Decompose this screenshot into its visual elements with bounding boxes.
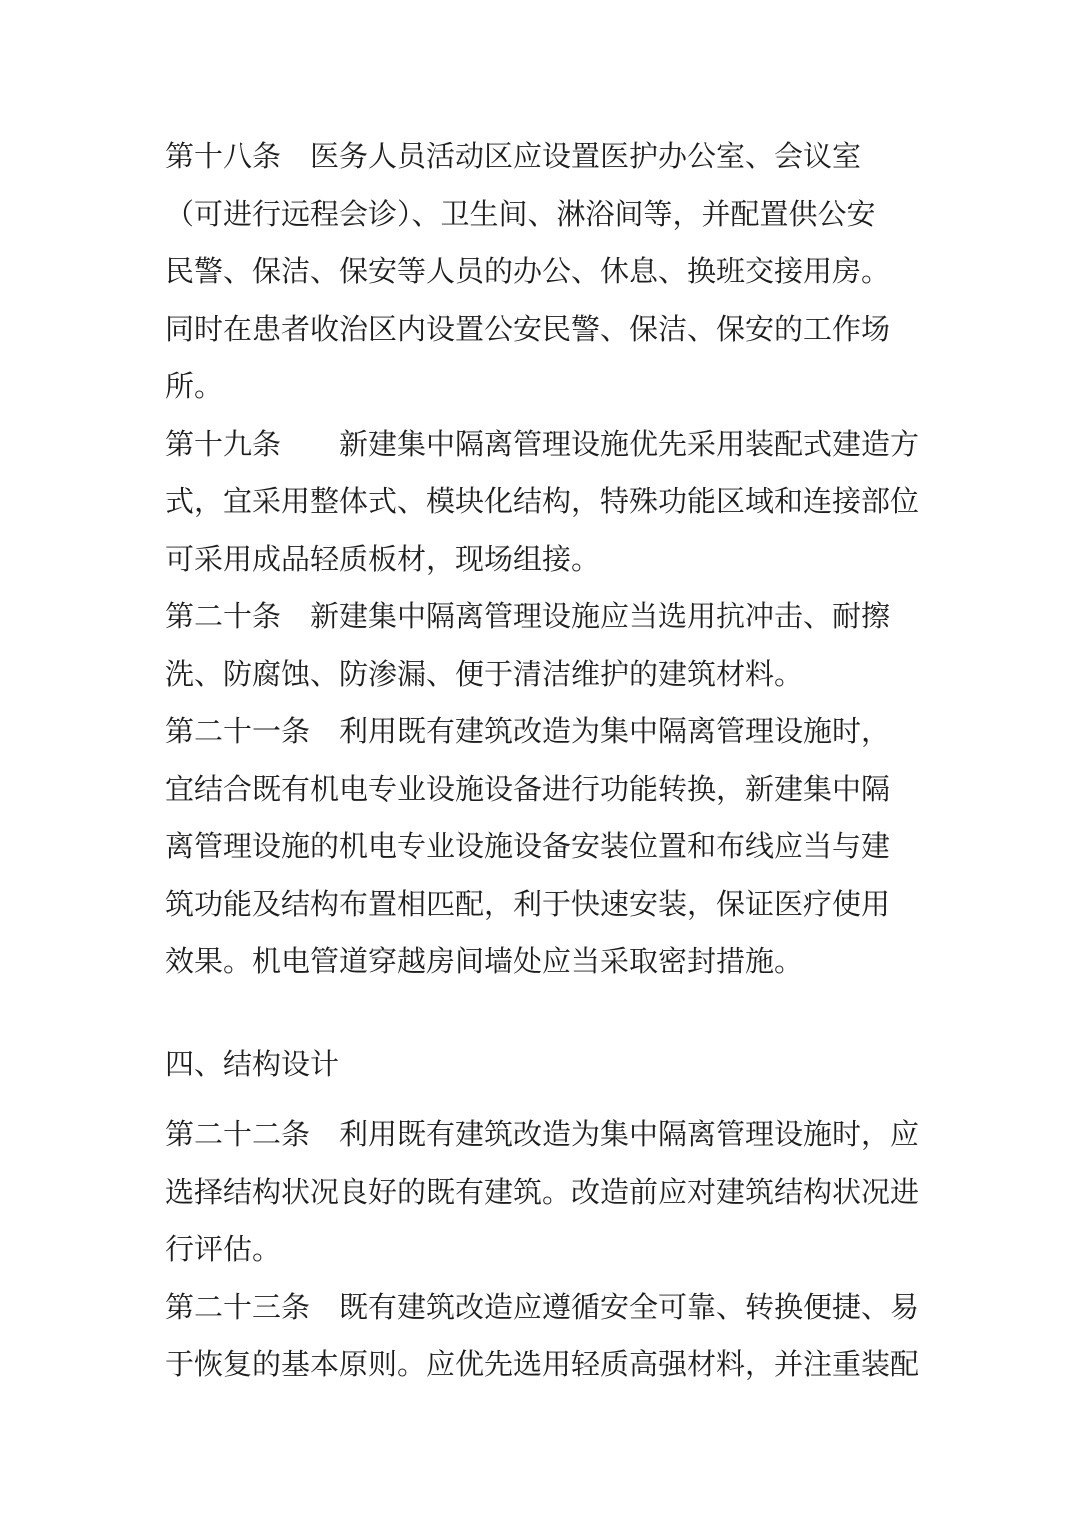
- text-line: 第二十三条 既有建筑改造应遵循安全可靠、转换便捷、易: [165, 1291, 920, 1324]
- text-line: 第二十二条 利用既有建筑改造为集中隔离管理设施时，应: [165, 1119, 920, 1151]
- text-line: 式，宜采用整体式、模块化结构，特殊功能区域和连接部位: [165, 486, 920, 518]
- text-line: 行评估。: [165, 1234, 282, 1266]
- text-line: 第二十一条 利用既有建筑改造为集中隔离管理设施时，: [165, 716, 891, 748]
- text-line: 可采用成品轻质板材，现场组接。: [165, 543, 601, 576]
- text-line: 民警、保洁、保安等人员的办公、休息、换班交接用房。: [165, 256, 891, 288]
- paragraph: [165, 129, 930, 417]
- paragraph: [165, 589, 930, 704]
- text-line: 第十九条 新建集中隔离管理设施优先采用装配式建造方: [165, 428, 920, 461]
- paragraph: [165, 1107, 930, 1280]
- text-line: 第十八条 医务人员活动区应设置医护办公室、会议室: [165, 141, 862, 173]
- text-line: 于恢复的基本原则。应优先选用轻质高强材料，并注重装配: [165, 1349, 920, 1381]
- text-line: 同时在患者收治区内设置公安民警、保洁、保安的工作场: [165, 313, 891, 346]
- text-line: 效果。机电管道穿越房间墙处应当采取密封措施。: [165, 946, 804, 978]
- paragraph: [165, 1280, 930, 1395]
- paragraph: [165, 417, 930, 590]
- document-content: [165, 129, 930, 1395]
- text-line: 洗、防腐蚀、防渗漏、便于清洁维护的建筑材料。: [165, 658, 804, 691]
- text-line: （可进行远程会诊）、卫生间、淋浴间等，并配置供公安: [165, 198, 876, 231]
- text-line: 所。: [165, 371, 224, 403]
- text-line: 第二十条 新建集中隔离管理设施应当选用抗冲击、耐擦: [165, 601, 891, 633]
- paragraph: [165, 704, 930, 992]
- section-heading: [165, 1037, 930, 1095]
- text-line: 离管理设施的机电专业设施设备安装位置和布线应当与建: [165, 831, 891, 863]
- text-line: 宜结合既有机电专业设施设备进行功能转换，新建集中隔: [165, 773, 891, 806]
- text-line: 选择结构状况良好的既有建筑。改造前应对建筑结构状况进: [165, 1176, 920, 1209]
- section-heading-text: 四、结构设计: [165, 1048, 340, 1081]
- text-line: 筑功能及结构布置相匹配，利于快速安装，保证医疗使用: [165, 888, 891, 921]
